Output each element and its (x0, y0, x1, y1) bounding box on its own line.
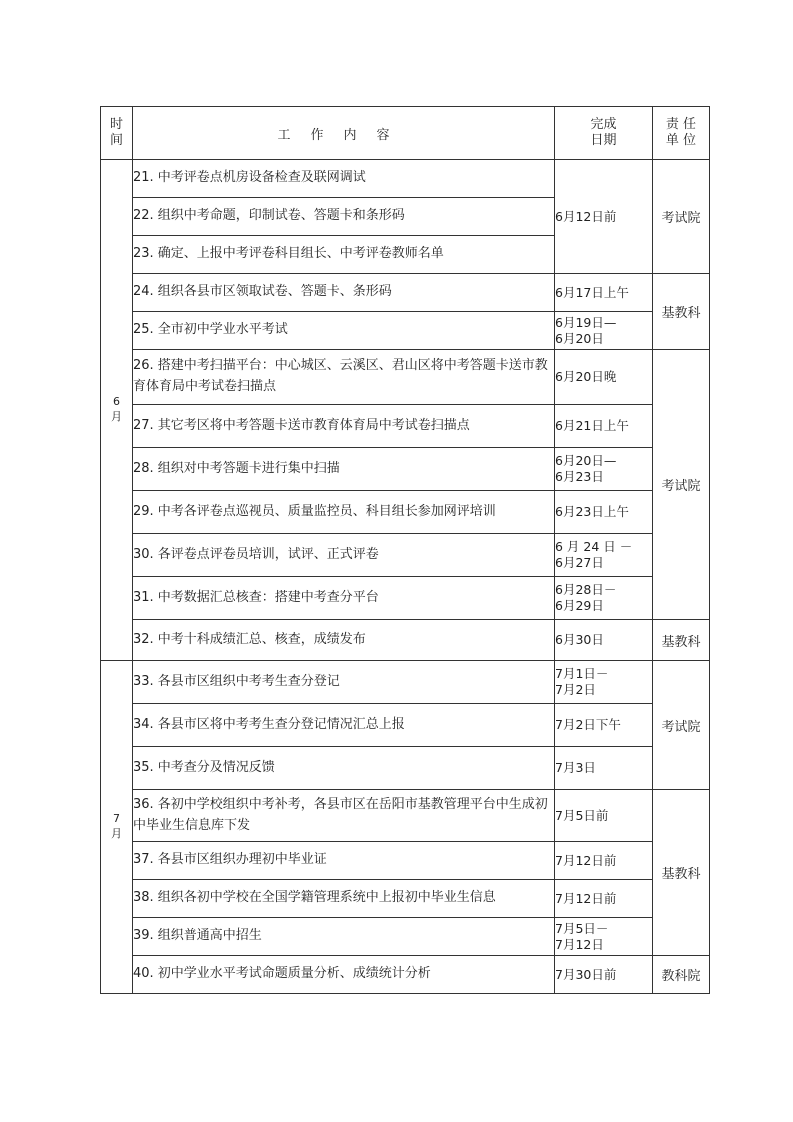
task-23: 23. 确定、上报中考评卷科目组长、中考评卷教师名单 (133, 236, 555, 274)
date-28-line1: 6月20日— (555, 453, 617, 469)
date-40: 7月30日前 (555, 956, 653, 994)
table-row (101, 661, 710, 704)
header-date-line2: 日期 (590, 133, 617, 148)
table-row (101, 274, 710, 312)
date-30-line2: 6月27日 (555, 555, 604, 570)
header-time-line2: 间 (109, 133, 123, 148)
month-july (101, 661, 133, 994)
task-26: 26. 搭建中考扫描平台：中心城区、云溪区、君山区将中考答题卡送市教育体育局中考试卷扫描点 (133, 350, 555, 405)
date-31 (555, 577, 653, 620)
task-22: 22. 组织中考命题，印制试卷、答题卡和条形码 (133, 198, 555, 236)
task-32: 32. 中考十科成绩汇总、核查，成绩发布 (133, 620, 555, 661)
date-25-line2: 6月20日 (555, 330, 604, 346)
task-40: 40. 初中学业水平考试命题质量分析、成绩统计分析 (133, 956, 555, 994)
table-row (101, 405, 710, 448)
task-33: 33. 各县市区组织中考考生查分登记 (133, 661, 555, 704)
task-28: 28. 组织对中考答题卡进行集中扫描 (133, 448, 555, 491)
date-39-line2: 7月12日 (555, 936, 604, 952)
table-row (101, 747, 710, 790)
date-21-23: 6月12日前 (555, 160, 653, 274)
date-28-line2: 6月23日 (555, 469, 604, 484)
header-unit (653, 107, 710, 160)
table-row (101, 350, 710, 405)
task-30: 30. 各评卷点评卷员培训，试评、正式评卷 (133, 534, 555, 577)
date-31-line2: 6月29日 (555, 598, 604, 613)
date-36: 7月5日前 (555, 790, 653, 842)
task-36: 36. 各初中学校组织中考补考，各县市区在岳阳市基教管理平台中生成初中毕业生信息库下发 (133, 790, 555, 842)
schedule-sheet (100, 106, 709, 994)
date-24: 6月17日上午 (555, 274, 653, 312)
date-25 (555, 312, 653, 350)
date-31-line1: 6月28日－ (555, 582, 617, 598)
table-row (101, 790, 710, 842)
task-24: 24. 组织各县市区领取试卷、答题卡、条形码 (133, 274, 555, 312)
month-july-number: 7 (113, 812, 120, 826)
table-row (101, 842, 710, 880)
header-time-line1: 时 (109, 116, 123, 132)
task-34: 34. 各县市区将中考考生查分登记情况汇总上报 (133, 704, 555, 747)
date-33 (555, 661, 653, 704)
date-29: 6月23日上午 (555, 491, 653, 534)
date-38: 7月12日前 (555, 880, 653, 918)
month-june-number: 6 (113, 395, 120, 409)
task-21: 21. 中考评卷点机房设备检查及联网调试 (133, 160, 555, 198)
table-row (101, 312, 710, 350)
unit-21-23: 考试院 (653, 160, 710, 274)
header-content: 工作内容 (133, 107, 555, 160)
table-row (101, 704, 710, 747)
date-25-line1: 6月19日— (555, 314, 617, 330)
unit-36-39: 基教科 (653, 790, 710, 956)
date-39-line1: 7月5日－ (555, 920, 609, 936)
header-row (101, 107, 710, 160)
date-35: 7月3日 (555, 747, 653, 790)
table-row (101, 160, 710, 198)
table-row (101, 956, 710, 994)
table-row (101, 534, 710, 577)
date-26: 6月20日晚 (555, 350, 653, 405)
header-unit-line1: 责 任 (665, 116, 697, 132)
table-row (101, 448, 710, 491)
date-34: 7月2日下午 (555, 704, 653, 747)
unit-40: 教科院 (653, 956, 710, 994)
schedule-table (100, 106, 710, 994)
date-30 (555, 534, 653, 577)
header-date-line1: 完成 (590, 116, 617, 132)
task-25: 25. 全市初中学业水平考试 (133, 312, 555, 350)
task-31: 31. 中考数据汇总核查：搭建中考查分平台 (133, 577, 555, 620)
unit-26-31: 考试院 (653, 350, 710, 620)
date-37: 7月12日前 (555, 842, 653, 880)
unit-24-25: 基教科 (653, 274, 710, 350)
task-35: 35. 中考查分及情况反馈 (133, 747, 555, 790)
task-37: 37. 各县市区组织办理初中毕业证 (133, 842, 555, 880)
unit-32: 基教科 (653, 620, 710, 661)
task-27: 27. 其它考区将中考答题卡送市教育体育局中考试卷扫描点 (133, 405, 555, 448)
month-july-char: 月 (111, 827, 122, 840)
month-june (101, 160, 133, 661)
task-29: 29. 中考各评卷点巡视员、质量监控员、科目组长参加网评培训 (133, 491, 555, 534)
date-28 (555, 448, 653, 491)
date-33-line2: 7月2日 (555, 682, 596, 697)
task-39: 39. 组织普通高中招生 (133, 918, 555, 956)
month-june-char: 月 (111, 410, 122, 423)
date-32: 6月30日 (555, 620, 653, 661)
table-row (101, 620, 710, 661)
table-row (101, 880, 710, 918)
header-time (101, 107, 133, 160)
date-27: 6月21日上午 (555, 405, 653, 448)
unit-33-35: 考试院 (653, 661, 710, 790)
table-row (101, 491, 710, 534)
table-row (101, 918, 710, 956)
header-date (555, 107, 653, 160)
task-38: 38. 组织各初中学校在全国学籍管理系统中上报初中毕业生信息 (133, 880, 555, 918)
date-30-line1: 6 月 24 日 － (555, 539, 633, 555)
date-39 (555, 918, 653, 956)
table-row (101, 577, 710, 620)
date-33-line1: 7月1日－ (555, 666, 609, 682)
header-unit-line2: 单 位 (665, 133, 697, 148)
